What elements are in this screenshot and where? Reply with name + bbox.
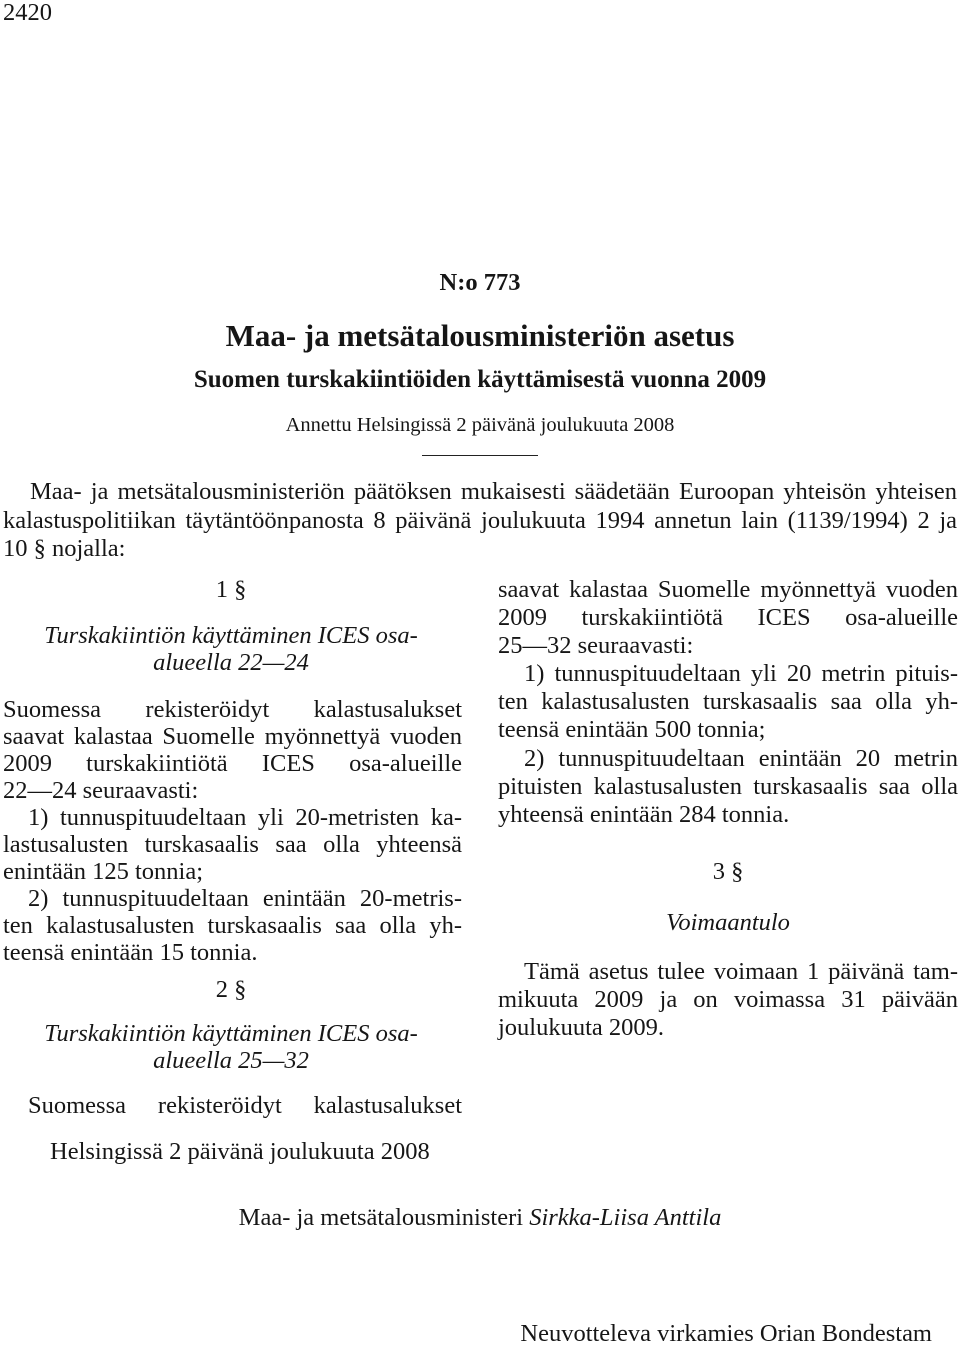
body-line: teensä enintään 15 tonnia. xyxy=(3,939,258,966)
body-line: ten kalastusalusten turskasaalis saa olla yh- xyxy=(498,688,958,715)
body-line: mikuuta 2009 ja on voimassa 31 päivään xyxy=(498,986,958,1013)
statute-number: N:o 773 xyxy=(439,269,521,296)
official-signature: Neuvotteleva virkamies Orian Bondestam xyxy=(520,1320,932,1347)
body-line: 2) tunnuspituudeltaan enintään 20 metrin xyxy=(524,745,958,772)
page-number: 2420 xyxy=(3,0,52,26)
section-number: 2 § xyxy=(215,976,247,1003)
body-line: 22—24 seuraavasti: xyxy=(3,777,199,804)
header-divider xyxy=(422,455,538,456)
body-line: teensä enintään 500 tonnia; xyxy=(498,716,766,743)
body-line: pituisten kalastusalusten turskasaalis saa olla xyxy=(498,773,958,800)
page-title: Maa- ja metsätalousministeriön asetus xyxy=(225,318,735,353)
body-line: 2009 turskakiintiötä ICES osa-alueille xyxy=(3,750,462,777)
body-line: 1) tunnuspituudeltaan yli 20 metrin pituis- xyxy=(524,660,958,687)
section-heading: Turskakiintiön käyttäminen ICES osa- xyxy=(44,1020,418,1047)
body-line: yhteensä enintään 284 tonnia. xyxy=(498,801,790,828)
body-line: Suomessa rekisteröidyt kalastusalukset xyxy=(28,1092,462,1119)
body-line: joulukuuta 2009. xyxy=(498,1014,665,1041)
body-line: saavat kalastaa Suomelle myönnettyä vuoden xyxy=(498,576,958,603)
minister-signature xyxy=(0,1204,960,1232)
body-line: ten kalastusalusten turskasaalis saa olla yh- xyxy=(3,912,462,939)
section-heading: Voimaantulo xyxy=(666,909,790,936)
page-subtitle: Suomen turskakiintiöiden käyttämisestä vuonna 2009 xyxy=(193,366,767,393)
body-line: enintään 125 tonnia; xyxy=(3,858,204,885)
section-heading: alueella 22—24 xyxy=(153,649,309,676)
section-heading: alueella 25—32 xyxy=(153,1047,309,1074)
preamble-line: Maa- ja metsätalousministeriön päätöksen mukaisesti säädetään Euroopan yhteisön yhteisen xyxy=(30,478,957,505)
place-and-date: Helsingissä 2 päivänä joulukuuta 2008 xyxy=(50,1138,430,1165)
issued-date: Annettu Helsingissä 2 päivänä joulukuuta 2008 xyxy=(285,414,675,436)
body-line: 25—32 seuraavasti: xyxy=(498,632,694,659)
body-line: 1) tunnuspituudeltaan yli 20-metristen ka- xyxy=(28,804,462,831)
section-number: 1 § xyxy=(215,576,247,603)
minister-title: Maa- ja metsätalousministeri xyxy=(238,1204,524,1231)
body-line: 2009 turskakiintiötä ICES osa-alueille xyxy=(498,604,958,631)
body-line: Suomessa rekisteröidyt kalastusalukset xyxy=(3,696,462,723)
section-number: 3 § xyxy=(712,858,744,885)
section-heading: Turskakiintiön käyttäminen ICES osa- xyxy=(44,622,418,649)
minister-name: Sirkka-Liisa Anttila xyxy=(529,1204,722,1231)
body-line: lastusalusten turskasaalis saa olla yhteensä xyxy=(3,831,462,858)
preamble-line: 10 § nojalla: xyxy=(3,535,126,562)
body-line: saavat kalastaa Suomelle myönnettyä vuoden xyxy=(3,723,462,750)
preamble-line: kalastuspolitiikan täytäntöönpanosta 8 päivänä joulukuuta 1994 annetun lain (1139/1994) 2 ja xyxy=(3,507,957,534)
body-line: Tämä asetus tulee voimaan 1 päivänä tam- xyxy=(524,958,958,985)
body-line: 2) tunnuspituudeltaan enintään 20-metris- xyxy=(28,885,462,912)
